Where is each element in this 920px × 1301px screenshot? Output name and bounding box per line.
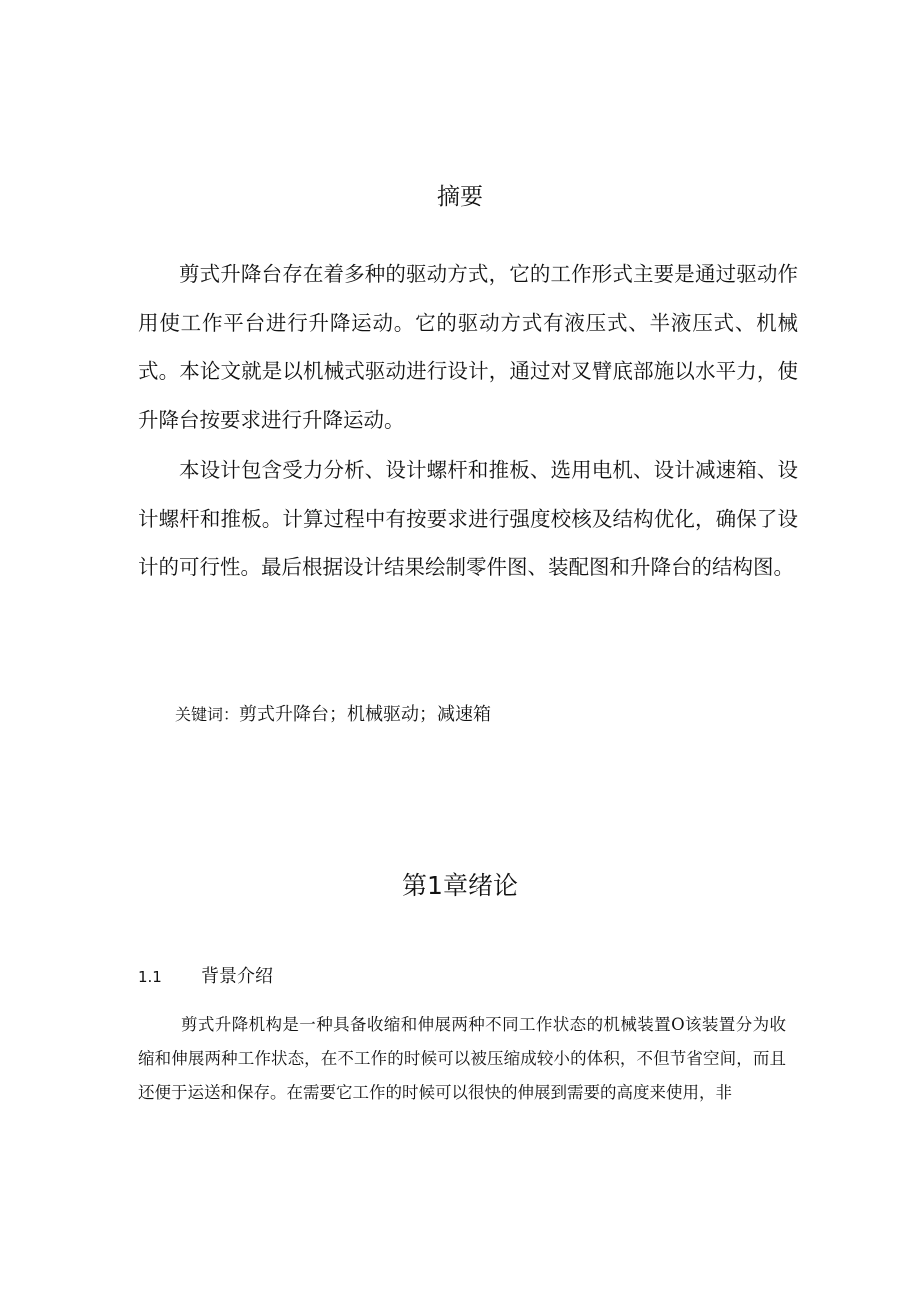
- abstract-paragraph: 本设计包含受力分析、设计螺杆和推板、选用电机、设计减速箱、设计螺杆和推板。计算过程中有按要求进行强度校核及结构优化，确保了设计的可行性。最后根据设计结果绘制零件图、装配图和升降台的结构图。: [138, 458, 798, 579]
- section-title: 背景介绍: [201, 966, 273, 987]
- abstract-paragraph: 剪式升降台存在着多种的驱动方式，它的工作形式主要是通过驱动作用使工作平台进行升降运动。它的驱动方式有液压式、半液压式、机械式。本论文就是以机械式驱动进行设计，通过对叉臂底部施以水平力，使升降台按要求进行升降运动。: [138, 262, 798, 432]
- chapter-title: 第1章绪论: [402, 871, 518, 900]
- abstract-body: [138, 250, 798, 594]
- keywords-value: 剪式升降台；机械驱动；减速箱: [239, 704, 492, 725]
- section-paragraph: 剪式升降机构是一种具备收缩和伸展两种不同工作状态的机械装置O该装置分为收缩和伸展两种工作状态，在不工作的时候可以被压缩成较小的体积，不但节省空间，而且还便于运送和保存。在需要它工作的时候可以很快的伸展到需要的高度来使用，非: [138, 1015, 786, 1102]
- section-heading: [138, 962, 273, 988]
- section-body: [138, 1008, 786, 1110]
- section-number: 1.1: [138, 968, 162, 986]
- keywords-label: 关键词：: [175, 705, 240, 724]
- abstract-title: 摘要: [437, 184, 483, 210]
- keywords-line: [175, 700, 491, 726]
